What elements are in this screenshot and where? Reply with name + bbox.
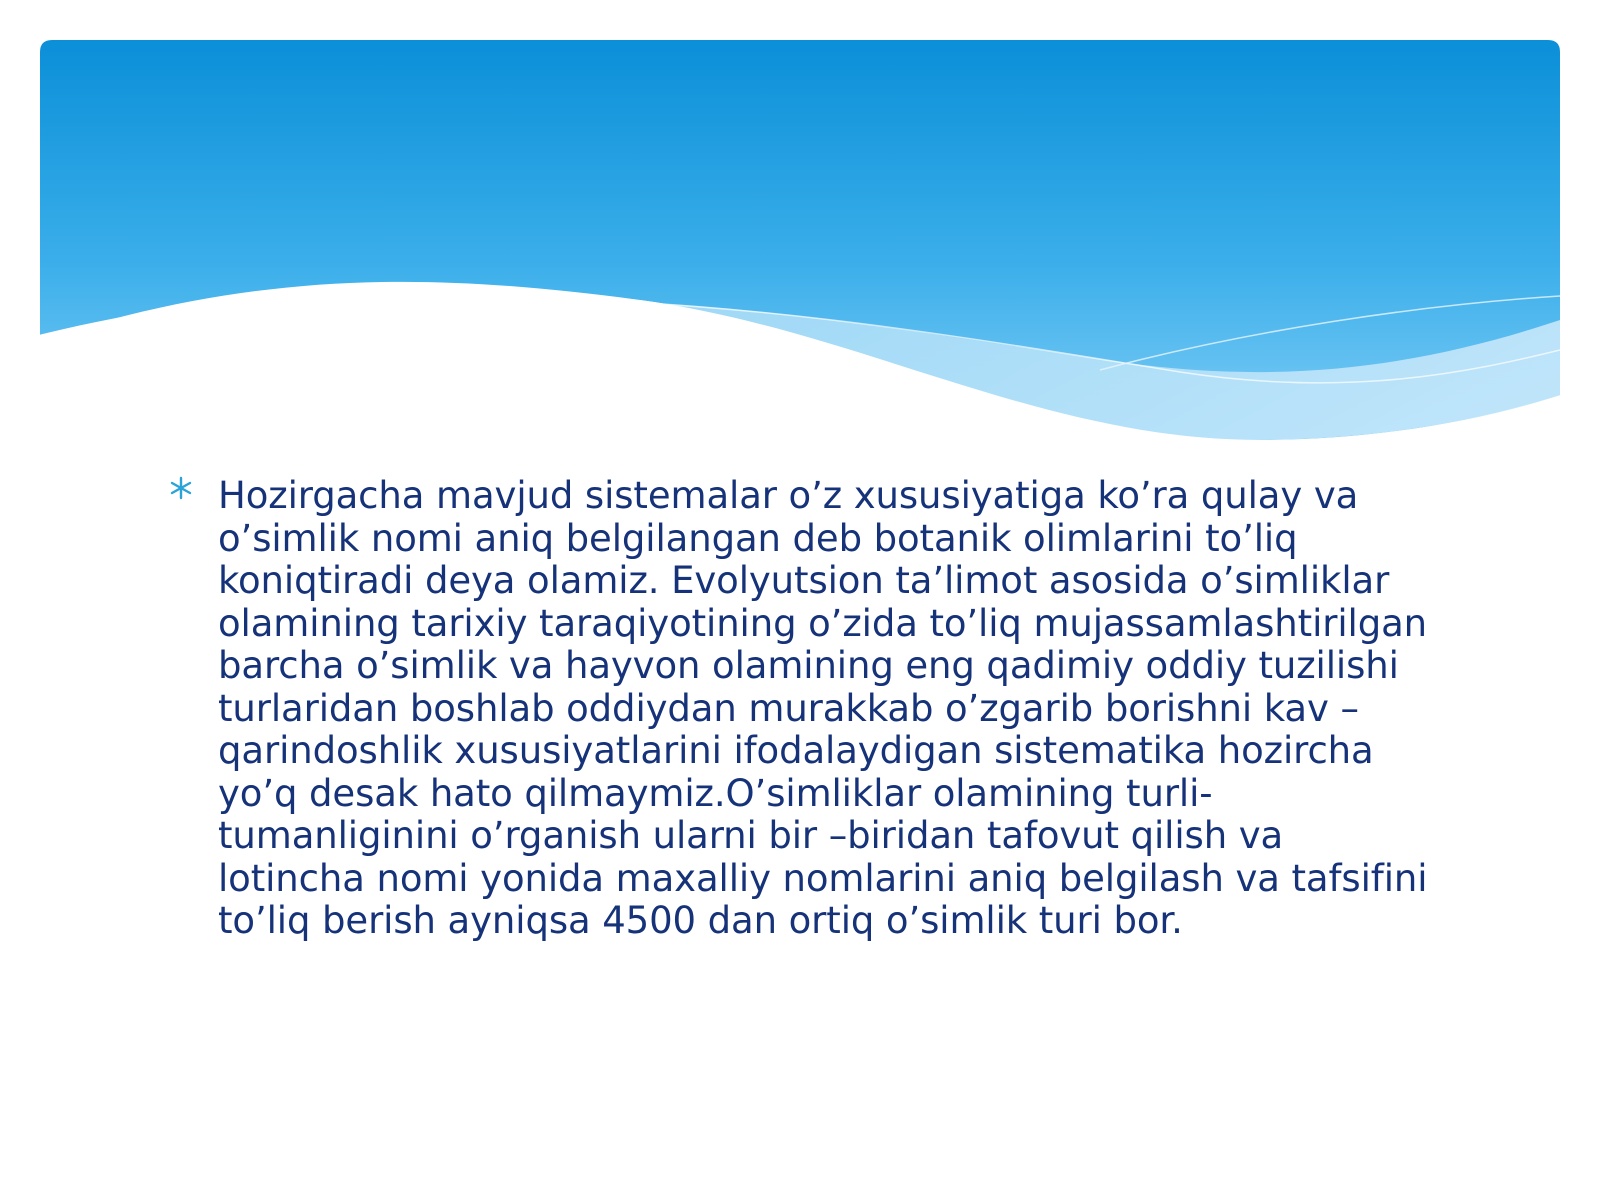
content-area — [168, 475, 1438, 1075]
body-paragraph: Hozirgacha mavjud sistemalar o’z xususiyatiga ko’ra qulay va o’simlik nomi aniq belgilangan deb botanik olimlarini to’liq koniqtiradi deya olamiz. Evolyutsion ta’limot asosida o’simliklar olamining tarixiy taraqiyotining o’zida to’liq mujassamlashtirilgan barcha o’simlik va hayvon olamining eng qadimiy oddiy tuzilishi turlaridan boshlab oddiydan murakkab o’zgarib borishni kav –qarindoshlik xususiyatlarini ifodalaydigan sistematika hozircha yo’q desak hato qilmaymiz.O’simliklar olamining turli-tumanliginini o’rganish ularni bir –biridan tafovut qilish va lotincha nomi yonida maxalliy nomlarini aniq belgilash va tafsifini to’liq berish ayniqsa 4500 dan ortiq o’simlik turi bor. — [218, 474, 1428, 942]
asterisk-icon — [168, 475, 194, 501]
header-wave-banner — [0, 0, 1600, 460]
bullet-item — [168, 475, 1438, 943]
